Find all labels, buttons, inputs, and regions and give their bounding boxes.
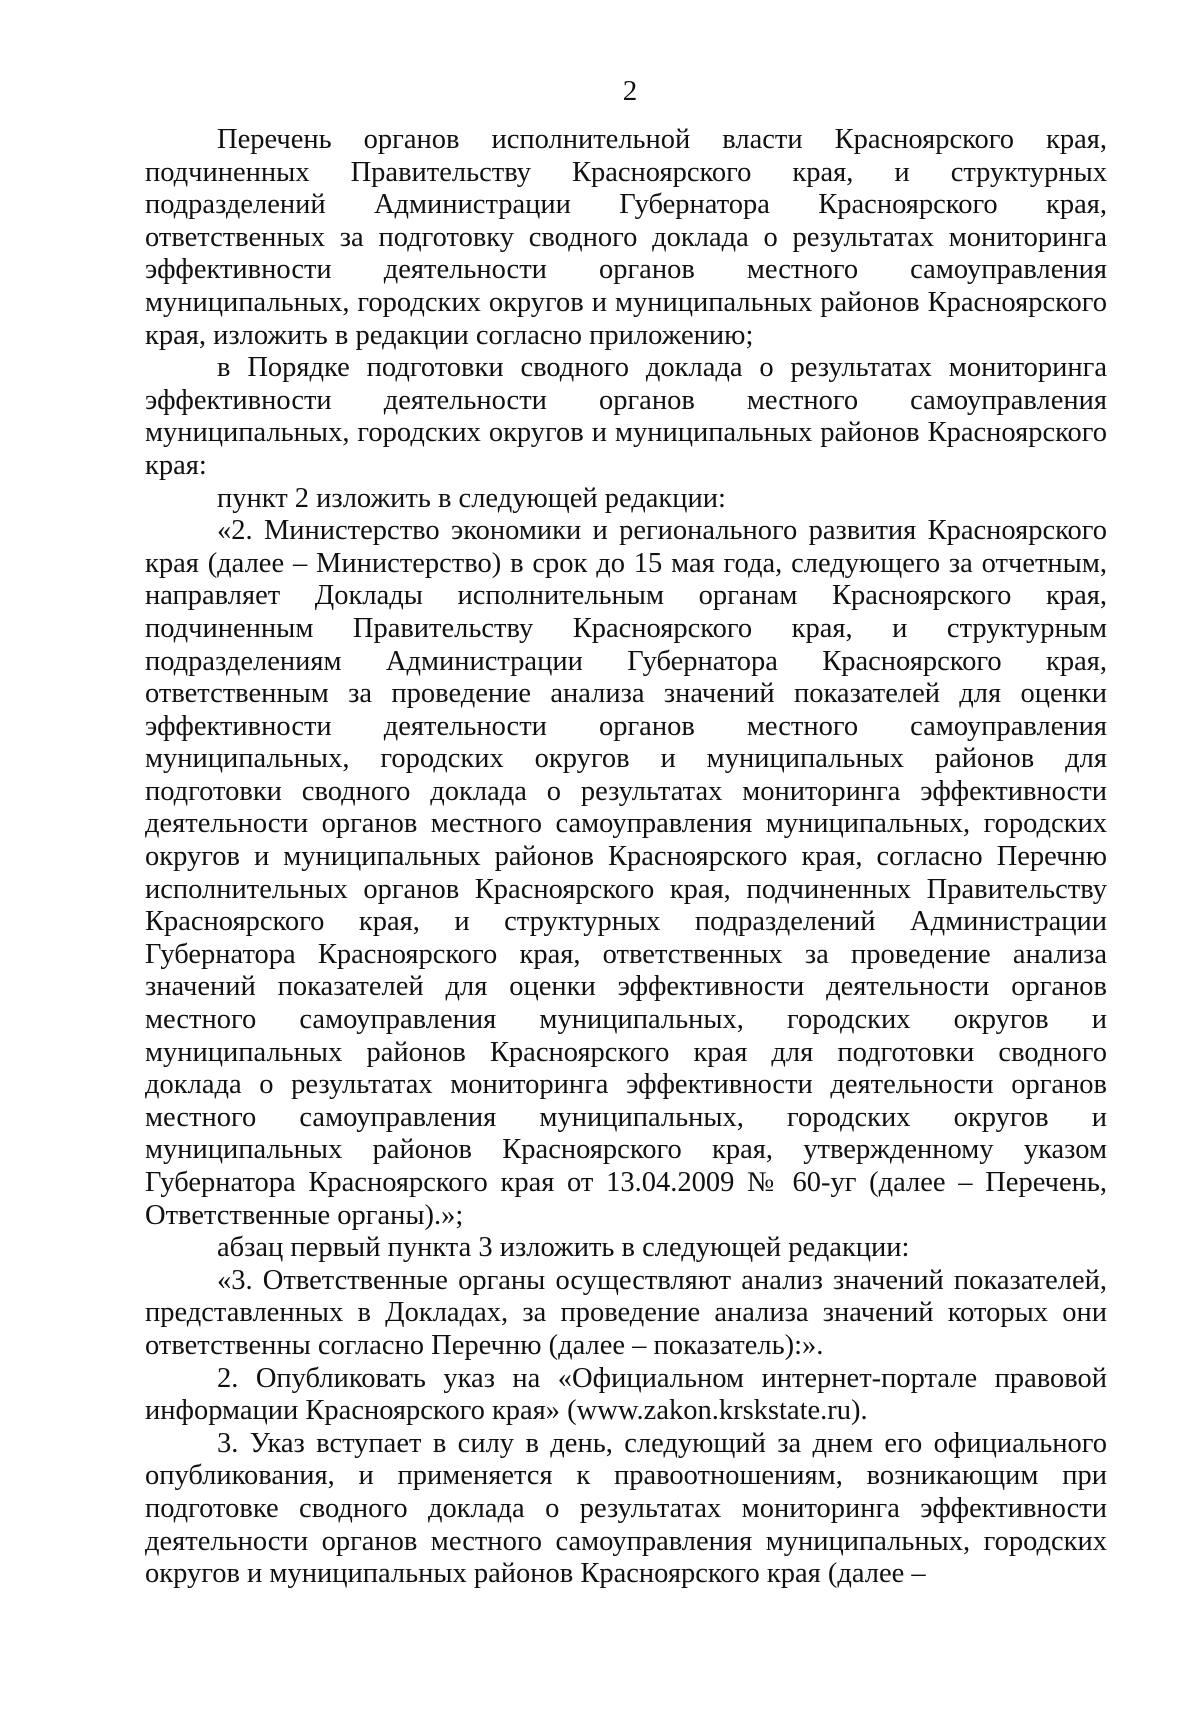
paragraph-publication: 2. Опубликовать указ на «Официальном интернет-портале правовой информации Красноярского края» (www.zakon.krskstate.ru). xyxy=(145,1362,1107,1427)
document-body xyxy=(145,124,1107,1591)
paragraph-item-3-intro: абзац первый пункта 3 изложить в следующей редакции: xyxy=(217,1232,910,1264)
paragraph-procedure-amendment: в Порядке подготовки сводного доклада о результатах мониторинга эффективности деятельности органов местного самоуправления муниципальных, городских округов и муниципальных районов Красноярского края: xyxy=(145,352,1107,481)
paragraph-list-of-authorities: Перечень органов исполнительной власти Красноярского края, подчиненных Правительству Красноярского края, и структурных подразделений Администрации Губернатора Красноярского края, ответственных за подготовку сводного доклада о результатах мониторинга эффективности деятельности органов местного самоуправления муниципальных, городских округов и муниципальных районов Красноярского края, изложить в редакции согласно приложению; xyxy=(145,124,1107,351)
paragraph-effective-date: 3. Указ вступает в силу в день, следующий за днем его официального опубликования, и применяется к правоотношениям, возникающим при подготовке сводного доклада о результатах мониторинга эффективности деятельности органов местного самоуправления муниципальных, городских округов и муниципальных районов Красноярского края (далее – xyxy=(145,1427,1107,1590)
paragraph-item-3-text: «3. Ответственные органы осуществляют анализ значений показателей, представленных в Докладах, за проведение анализа значений которых они ответственны согласно Перечню (далее – показатель):». xyxy=(145,1264,1107,1361)
paragraph-item-2-text: «2. Министерство экономики и регионального развития Красноярского края (далее – Министерство) в срок до 15 мая года, следующего за отчетным, направляет Доклады исполнительным органам Красноярского края, подчиненным Правительству Красноярского края, и структурным подразделениям Администрации Губернатора Красноярского края, ответственным за проведение анализа значений показателей для оценки эффективности деятельности органов местного самоуправления муниципальных, городских округов и муниципальных районов для подготовки сводного доклада о результатах мониторинга эффективности деятельности органов местного самоуправления муниципальных, городских округов и муниципальных районов Красноярского края, согласно Перечню исполнительных органов Красноярского края, подчиненных Правительству Красноярского края, и структурных подразделений Администрации Губернатора Красноярского края, ответственных за проведение анализа значений показателей для оценки эффективности деятельности органов местного самоуправления муниципальных, городских округов и муниципальных районов Красноярского края для подготовки сводного доклада о результатах мониторинга эффективности деятельности органов местного самоуправления муниципальных, городских округов и муниципальных районов Красноярского края, утвержденному указом Губернатора Красноярского края от 13.04.2009 № 60-уг (далее – Перечень, Ответственные органы).»; xyxy=(145,515,1107,1231)
page-number: 2 xyxy=(622,75,638,107)
paragraph-item-2-intro: пункт 2 изложить в следующей редакции: xyxy=(217,482,726,514)
